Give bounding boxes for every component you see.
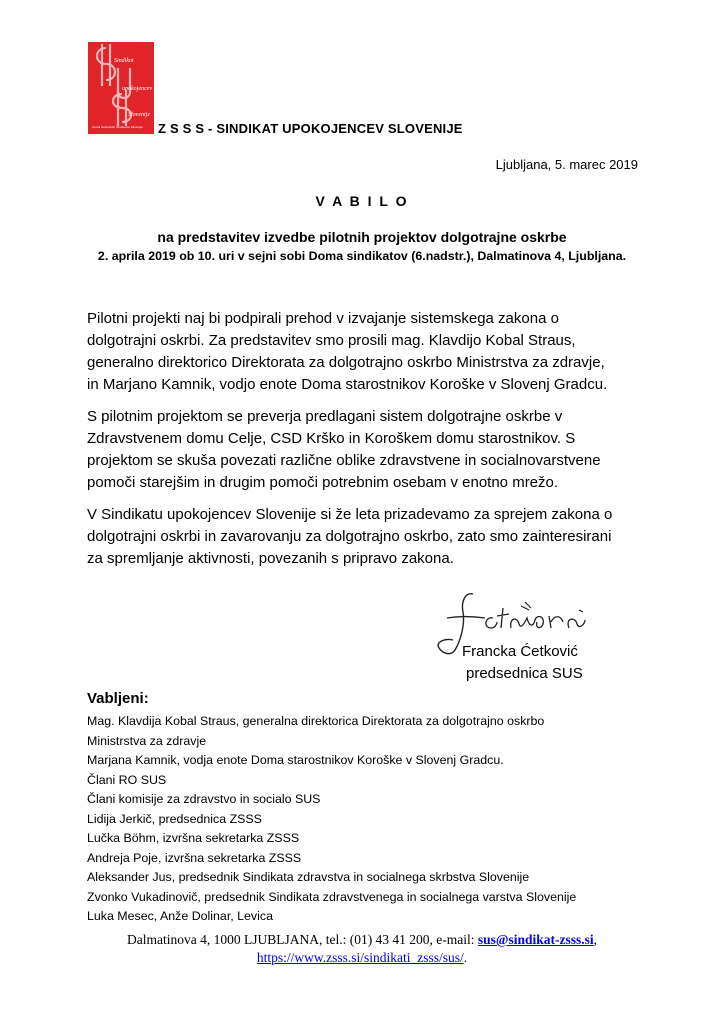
list-item: Ministrstva za zdravje	[87, 733, 207, 748]
paragraph-line: generalno direktorico Direktorata za dolgotrajno oskrbo Ministrstva za zdravje,	[87, 354, 605, 371]
logo-word-1: Sindikat	[114, 58, 134, 64]
list-item: Zvonko Vukadinovič, predsednik Sindikata zdravstvenega in socialnega varstva Slovenije	[87, 889, 577, 904]
website-link[interactable]: https://www.zsss.si/sindikati_zsss/sus/	[256, 950, 464, 965]
event-details: 2. aprila 2019 ob 10. uri v sejni sobi Doma sindikatov (6.nadstr.), Dalmatinova 4, Ljubljana.	[97, 249, 627, 263]
paragraph-line: pomoči starejšim in drugim pomoči potrebnim osebam v enotno mrežo.	[87, 474, 559, 491]
paragraph-line: Zdravstvenem domu Celje, CSD Krško in Koroškem domu starostnikov. S	[87, 430, 576, 447]
paragraph-line: projektom se skuša povezati različne oblike zdravstvene in socialnovarstvene	[87, 452, 601, 469]
list-item: Marjana Kamnik, vodja enote Doma starostnikov Koroške v Slovenj Gradcu.	[87, 753, 504, 767]
document-title: V A B I L O	[315, 193, 409, 209]
paragraph-line: dolgotrajni oskrbi. Za predstavitev smo prosili mag. Klavdijo Kobal Straus,	[87, 332, 576, 349]
paragraph-line: Pilotni projekti naj bi podpirali prehod v izvajanje sistemskega zakona o	[87, 310, 559, 327]
invited-heading: Vabljeni:	[87, 690, 149, 707]
list-item: Člani komisije za zdravstvo in socialo SUS	[87, 792, 321, 806]
page-footer	[0, 931, 724, 967]
list-item: Luka Mesec, Anže Dolinar, Levica	[87, 909, 273, 923]
email-link[interactable]: sus@sindikat-zsss.si	[477, 932, 594, 947]
logo-word-2: upokojencev	[122, 86, 152, 92]
list-item: Aleksander Jus, predsednik Sindikata zdravstva in socialnega skrbstva Slovenije	[87, 870, 530, 884]
list-item: Mag. Klavdija Kobal Straus, generalna direktorica Direktorata za dolgotrajno oskrbo	[87, 714, 545, 728]
paragraph-line: V Sindikatu upokojencev Slovenije si že leta prizadevamo za sprejem zakona o	[87, 506, 613, 523]
footer-address: Dalmatinova 4, 1000 LJUBLJANA, tel.: (01) 43 41 200, e-mail:	[126, 932, 478, 947]
list-item: Lidija Jerkič, predsednica ZSSS	[87, 811, 262, 826]
paragraph-line: in Marjano Kamnik, vodjo enote Doma starostnikov Koroške v Slovenj Gradcu.	[87, 376, 608, 393]
list-item: Lučka Böhm, izvršna sekretarka ZSSS	[87, 831, 300, 845]
body-paragraph-2	[87, 406, 647, 494]
organization-name: Z S S S - SINDIKAT UPOKOJENCEV SLOVENIJE	[158, 121, 463, 136]
logo-word-3: Slovenije	[128, 112, 150, 118]
list-item: Člani RO SUS	[87, 772, 167, 787]
body-paragraph-3	[87, 504, 647, 570]
body-paragraph-1	[87, 308, 647, 396]
logo-footer-text: Zveza Svobodnih Sindikatov Slovenije	[92, 125, 143, 129]
document-subtitle: na predstavitev izvedbe pilotnih projektov dolgotrajne oskrbe	[157, 229, 567, 245]
paragraph-line: za spremljanje aktivnosti, povezanih s pripravo zakona.	[87, 550, 454, 567]
list-item: Andreja Poje, izvršna sekretarka ZSSS	[87, 850, 302, 865]
signer-block	[462, 641, 583, 685]
footer-comma: ,	[593, 932, 598, 947]
signer-name: Francka Ćetković	[462, 643, 578, 660]
invited-list	[87, 712, 576, 927]
sus-logo-icon	[88, 42, 154, 134]
paragraph-line: dolgotrajni oskrbi in zavarovanju za dolgotrajno oskrbo, zato smo zainteresirani	[87, 528, 612, 545]
paragraph-line: S pilotnim projektom se preverja predlagani sistem dolgotrajne oskrbe v	[87, 408, 563, 425]
footer-period: .	[463, 950, 468, 965]
document-date: Ljubljana, 5. marec 2019	[495, 157, 638, 172]
signer-role: predsednica SUS	[466, 665, 583, 682]
